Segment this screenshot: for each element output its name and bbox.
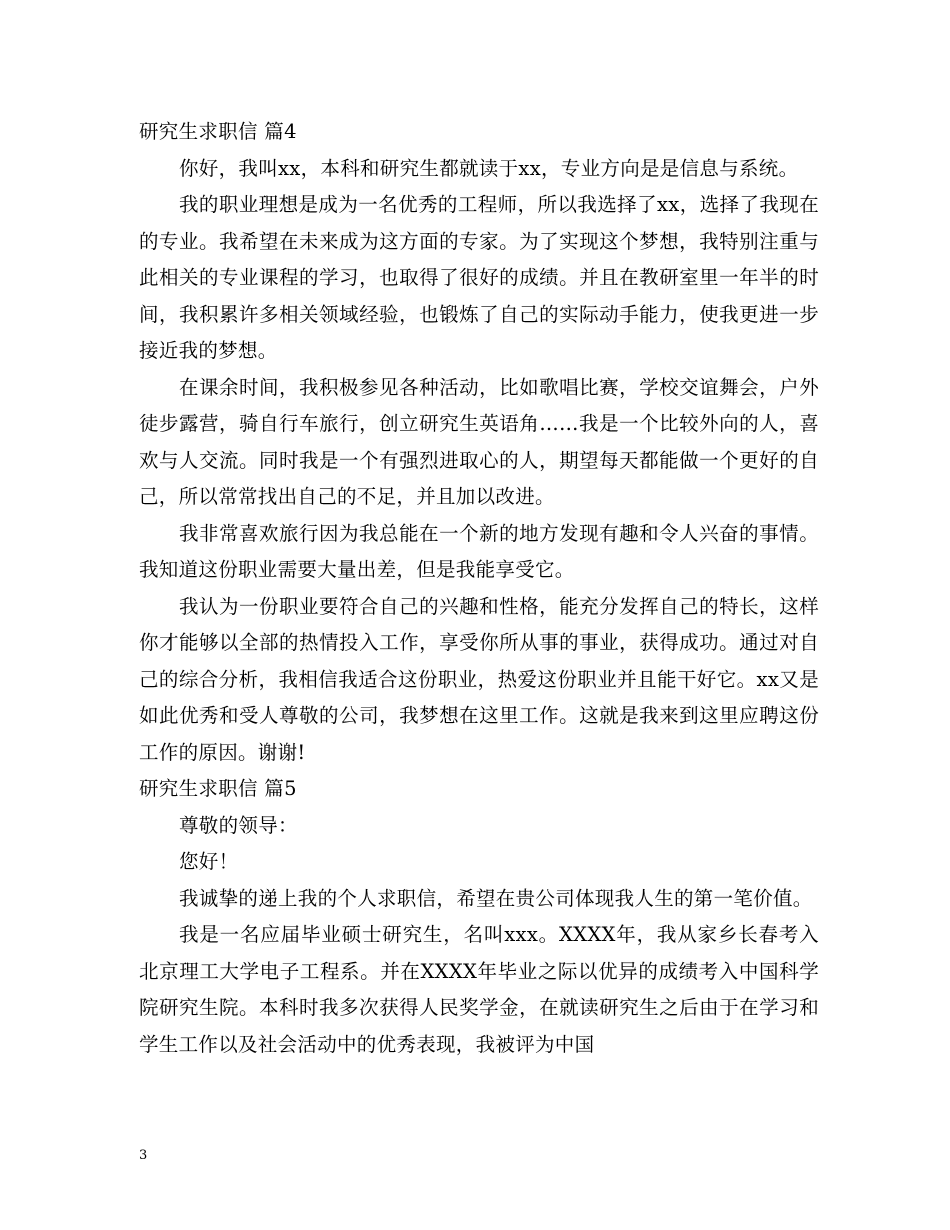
- paragraph: 我的职业理想是成为一名优秀的工程师，所以我选择了xx，选择了我现在的专业。我希望在未来成为这方面的专家。为了实现这个梦想，我特别注重与此相关的专业课程的学习，也取得了很好的成绩。并且在教研室里一年半的时间，我积累许多相关领域经验，也锻炼了自己的实际动手能力，使我更进一步接近我的梦想。: [139, 193, 819, 362]
- section-heading: 研究生求职信 篇5: [139, 777, 297, 800]
- paragraph: 我是一名应届毕业硕士研究生，名叫xxx。XXXX年，我从家乡长春考入北京理工大学电子工程系。并在XXXX年毕业之际以优异的成绩考入中国科学院研究生院。本科时我多次获得人民奖学金，在就读研究生之后由于在学习和学生工作以及社会活动中的优秀表现，我被评为中国: [139, 923, 819, 1056]
- greeting: 您好！: [179, 850, 239, 873]
- paragraph: 我非常喜欢旅行因为我总能在一个新的地方发现有趣和令人兴奋的事情。我知道这份职业需要大量出差，但是我能享受它。: [139, 521, 819, 581]
- paragraph: 你好，我叫xx，本科和研究生都就读于xx，专业方向是是信息与系统。: [179, 156, 799, 180]
- page-number: 3: [139, 1148, 148, 1163]
- document-body: [139, 114, 819, 1063]
- paragraph: 在课余时间，我积极参见各种活动，比如歌唱比赛，学校交谊舞会，户外徒步露营，骑自行车旅行，创立研究生英语角……我是一个比较外向的人，喜欢与人交流。同时我是一个有强烈进取心的人，期望每天都能做一个更好的自己，所以常常找出自己的不足，并且加以改进。: [139, 375, 819, 508]
- salutation: 尊敬的领导：: [179, 813, 298, 837]
- section-4: [139, 114, 819, 771]
- section-heading: 研究生求职信 篇4: [139, 120, 297, 143]
- section-5: [139, 771, 819, 1063]
- paragraph: 我认为一份职业要符合自己的兴趣和性格，能充分发挥自己的特长，这样你才能够以全部的热情投入工作，享受你所从事的事业，获得成功。通过对自己的综合分析，我相信我适合这份职业，热爱这份职业并且能干好它。xx又是如此优秀和受人尊敬的公司，我梦想在这里工作。这就是我来到这里应聘这份工作的原因。谢谢!: [139, 594, 819, 764]
- paragraph: 我诚挚的递上我的个人求职信，希望在贵公司体现我人生的第一笔价值。: [179, 886, 813, 910]
